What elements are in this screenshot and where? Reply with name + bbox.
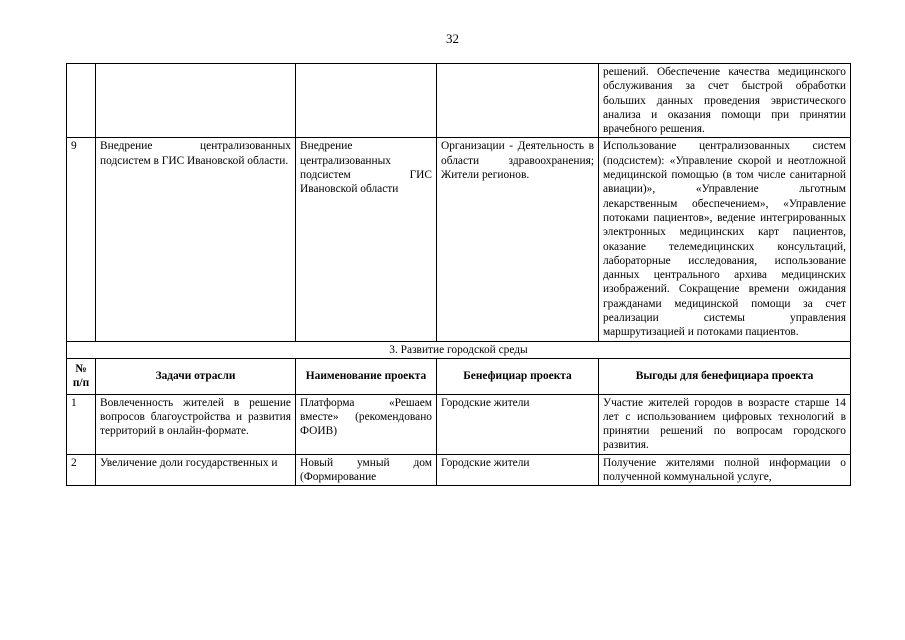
header-row <box>67 358 851 394</box>
project-name-cell: Платформа «Решаем вместе» (рекомендовано ФОИВ) <box>296 394 437 454</box>
project-name-cell: Внедрение централизованных подсистем ГИС Ивановской области <box>296 138 437 341</box>
table-row <box>67 454 851 486</box>
beneficiary-cell: Организации - Деятельность в области здравоохранения; Жители регионов. <box>437 138 599 341</box>
project-name-cell <box>296 64 437 138</box>
header-benefits: Выгоды для бенефициара проекта <box>599 358 851 394</box>
task-cell: Увеличение доли государственных и <box>96 454 296 486</box>
header-project-name: Наименование проекта <box>296 358 437 394</box>
beneficiary-cell <box>437 64 599 138</box>
project-name-cell: Новый умный дом (Формирование <box>296 454 437 486</box>
benefits-cell: Получение жителями полной информации о полученной коммунальной услуге, <box>599 454 851 486</box>
row-number: 1 <box>67 394 96 454</box>
header-task: Задачи отрасли <box>96 358 296 394</box>
table-row <box>67 394 851 454</box>
row-number <box>67 64 96 138</box>
header-beneficiary: Бенефициар проекта <box>437 358 599 394</box>
table-row <box>67 64 851 138</box>
benefits-cell: Использование централизованных систем (подсистем): «Управление скорой и неотложной медицинской помощью (в том числе санитарной авиации)», «Управление льготным лекарственным обеспечением», «Управление потоками пациентов», ведение интегрированных электронных медицинских карт пациентов, оказание телемедицинских консультаций, лабораторные исследования, использование данных центрального архива медицинских изображений. Сокращение времени ожидания гражданами медицинской помощи за счет реализации системы управления маршрутизацией и потоками пациентов. <box>599 138 851 341</box>
beneficiary-cell: Городские жители <box>437 454 599 486</box>
task-cell: Вовлеченность жителей в решение вопросов благоустройства и развития территорий в онлайн-формате. <box>96 394 296 454</box>
section-title: 3. Развитие городской среды <box>67 341 851 358</box>
beneficiary-cell: Городские жители <box>437 394 599 454</box>
projects-table <box>66 63 851 486</box>
row-number: 2 <box>67 454 96 486</box>
table-row <box>67 138 851 341</box>
section-row <box>67 341 851 358</box>
task-cell <box>96 64 296 138</box>
task-cell: Внедрение централизованных подсистем в ГИС Ивановской области. <box>96 138 296 341</box>
benefits-cell: Участие жителей городов в возрасте старше 14 лет с использованием цифровых технологий в принятии решений по вопросам городского развития. <box>599 394 851 454</box>
header-number: № п/п <box>67 358 96 394</box>
page-number: 32 <box>446 31 459 46</box>
benefits-cell: решений. Обеспечение качества медицинского обслуживания за счет быстрой обработки больших данных проведения эвристического анализа и оказания помощи при принятии врачебного решения. <box>599 64 851 138</box>
row-number: 9 <box>67 138 96 341</box>
